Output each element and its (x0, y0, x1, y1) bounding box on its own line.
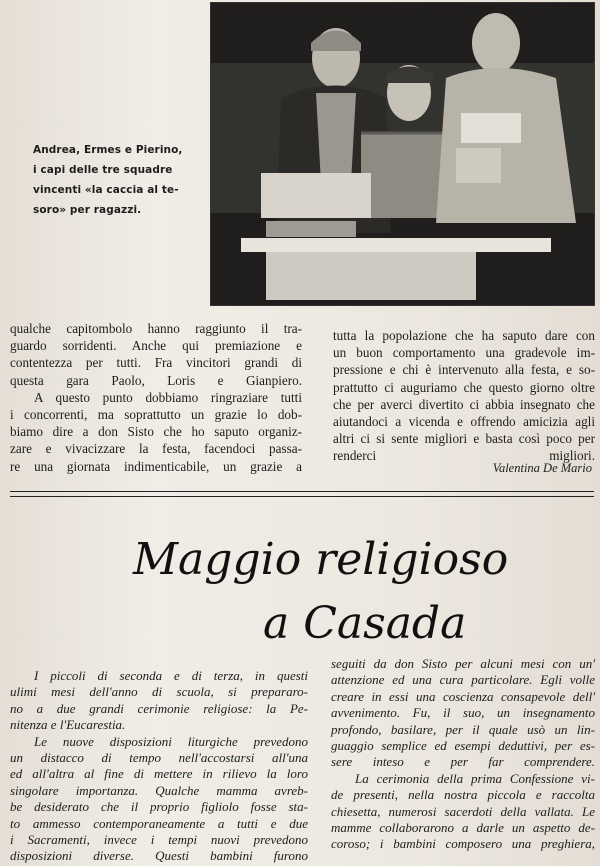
title-lettering (38, 508, 598, 656)
text-line: sere inteso e per far comprendere. (331, 754, 595, 770)
article-column-1 (10, 320, 302, 475)
text-line: ed all'altra al fine di mettere in rilievo la loro (10, 766, 308, 782)
text-line: altri ci si sente migliori e basta così poco per (333, 431, 595, 447)
text-line: un buon comportamento una gradevole im- (333, 345, 595, 361)
text-line: to ammesso contemporaneamente a tutti e due (10, 815, 308, 831)
text-line: de presenti, nella nostra piccola e raccolta (331, 787, 595, 803)
text-line: i concorrenti, ma soprattutto un grazie lo dob- (10, 407, 302, 423)
title-line-2: a Casada (263, 598, 467, 649)
photo-caption (33, 140, 211, 220)
text-line: seguiti da don Sisto per alcuni mesi con un' (331, 656, 595, 671)
text-line: avvenimento. Fu, il suo, un insegnamento (331, 705, 595, 721)
text-line: be desiderato che il proprio figliolo fosse sta- (10, 799, 308, 815)
text-line: attenzione ed una cura particolare. Egli volle (331, 672, 595, 688)
text-line: guardo sorridenti. Anche qui premiazione e (10, 338, 302, 354)
text-line: che per averci divertito ci abbia insegnato che (333, 396, 595, 412)
text-line: questa gara Paolo, Loris e Gianpiero. (10, 372, 302, 388)
caption-line: i capi delle tre squadre (33, 164, 173, 176)
text-line: singolare importanza. Qualche mamma avreb- (10, 782, 308, 798)
text-line: chiesetta, numerosi sacerdoti della vallata. Le (331, 803, 595, 819)
text-line: mamme collaborarono a darle un aspetto de- (331, 820, 595, 836)
article-title (38, 508, 598, 656)
text-line: ulimi mesi dell'anno di scuola, si prepararo- (10, 684, 308, 700)
text-line: prattutto ci auguriamo che questo giorno oltre (333, 379, 595, 395)
section-divider (10, 491, 594, 497)
text-line: I piccoli di seconda e di terza, in questi (34, 668, 308, 683)
text-line: i Sacramenti, invece i tempi nuovi prevedono (10, 832, 308, 848)
text-line: nitenza e l'Eucarestia. (10, 717, 126, 733)
photo-three-boys (210, 2, 595, 306)
caption-line: vincenti «la caccia al te- (33, 184, 179, 196)
text-line: aiutandoci a vicenda e offrendo amicizia agli (333, 414, 595, 430)
caption-line: Andrea, Ermes e Pierino, (33, 144, 183, 156)
text-line: no a due grandi cerimonie religiose: la Pe- (10, 700, 308, 716)
text-line: un distacco di tempo nell'accostarsi all'una (10, 750, 308, 766)
text-line: pressione e chi è intervenuto alla festa, e so- (333, 362, 595, 378)
text-line: re una giornata indimenticabile, un grazie a (10, 458, 302, 474)
article-column-2 (333, 327, 595, 465)
caption-line: soro» per ragazzi. (33, 204, 142, 216)
text-line: Le nuove disposizioni liturgiche prevedono (34, 733, 308, 749)
article2-column-2 (331, 656, 595, 853)
text-line: renderci migliori. (333, 448, 595, 464)
photo-illustration (211, 3, 594, 305)
author-signature: Valentina De Mario (492, 461, 592, 475)
text-line: guaggio semplice ed esempi deduttivi, per es- (331, 738, 595, 754)
text-line: profondo, basilare, per il quale usò un lin- (331, 721, 595, 737)
text-line: A questo punto dobbiamo ringraziare tutti (34, 389, 302, 405)
text-line: qualche capitombolo hanno raggiunto il tra- (10, 321, 302, 336)
text-line: contentezza per tutti. Fra vincitori grandi di (10, 355, 302, 371)
text-line: tutta la popolazione che ha saputo dare con (333, 328, 595, 343)
text-line: creare in essi una coscienza consapevole dell' (331, 688, 595, 704)
article2-column-1 (10, 668, 308, 865)
text-line: zare e vivacizzare la festa, facendoci passa- (10, 441, 302, 457)
text-line: La cerimonia della prima Confessione vi- (355, 770, 595, 786)
text-line: biamo dire a don Sisto che ho saputo organiz- (10, 424, 302, 440)
text-line: coroso; i bambini composero una preghiera, (331, 836, 595, 852)
text-line: disposizioni diverse. Questi bambini furono (10, 848, 308, 864)
title-line-1: Maggio religioso (133, 534, 509, 585)
